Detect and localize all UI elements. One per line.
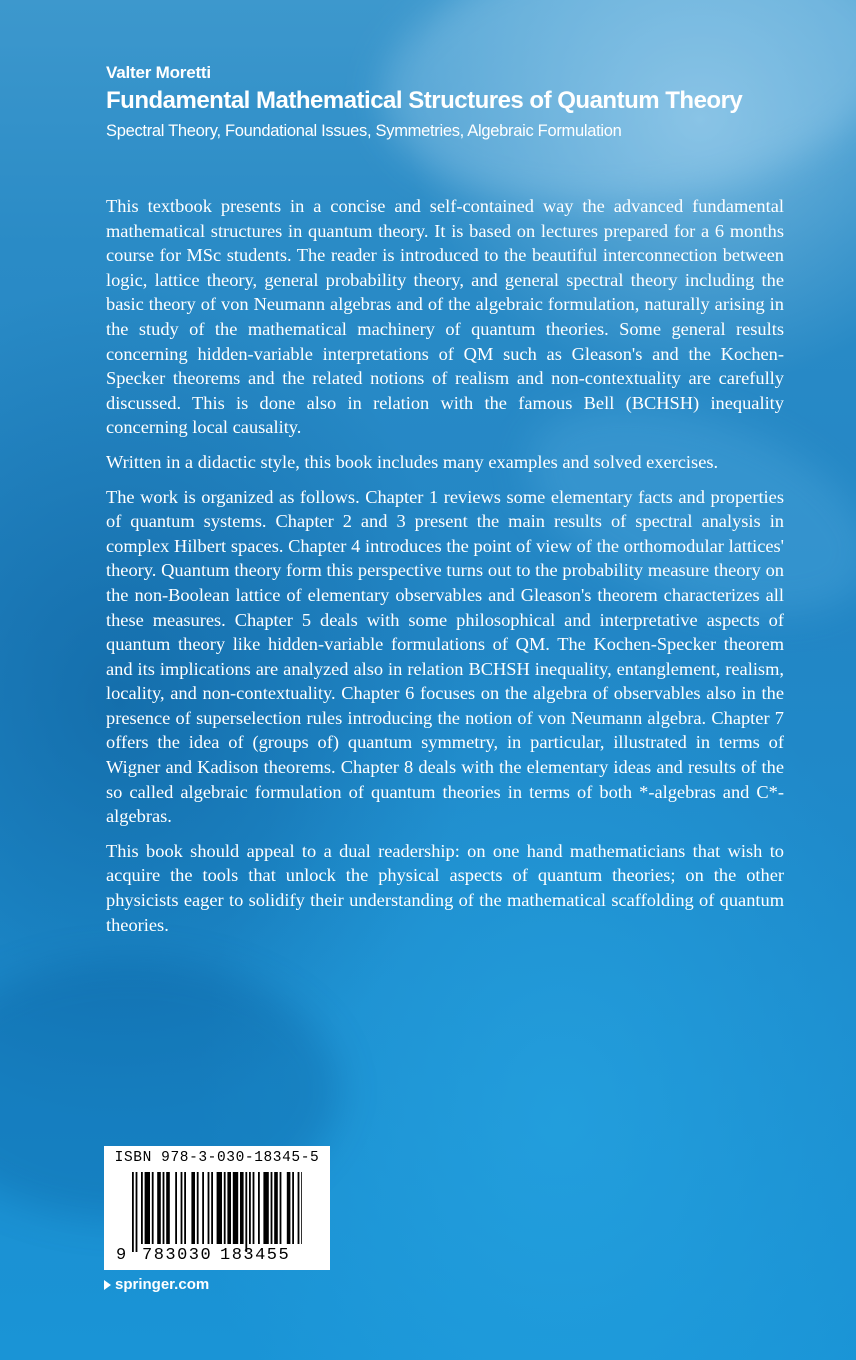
- barcode-bar: [298, 1172, 300, 1244]
- barcode-bar: [141, 1172, 143, 1244]
- barcode-bar: [145, 1172, 150, 1244]
- barcode-bar: [202, 1172, 204, 1244]
- cover-header: [106, 62, 806, 143]
- barcode-bar: [224, 1172, 226, 1244]
- barcode-bar: [166, 1172, 170, 1244]
- barcode-bar: [217, 1172, 222, 1244]
- barcode-bars: [132, 1172, 302, 1252]
- barcode-bar: [136, 1172, 138, 1252]
- barcode-bar: [233, 1172, 238, 1244]
- book-subtitle: Spectral Theory, Foundational Issues, Symmetries, Algebraic Formulation: [106, 122, 622, 140]
- barcode-bar: [258, 1172, 260, 1244]
- barcode-bar: [280, 1172, 282, 1244]
- barcode-bar: [271, 1172, 273, 1244]
- barcode-bar: [157, 1172, 161, 1244]
- author-name: Valter Moretti: [106, 63, 211, 82]
- isbn-label: ISBN 978-3-030-18345-5: [114, 1150, 320, 1166]
- barcode-bar: [132, 1172, 134, 1252]
- blurb-paragraph: Written in a didactic style, this book includes many examples and solved exercises.: [106, 451, 719, 472]
- barcode-bar: [240, 1172, 244, 1244]
- barcode-bar: [175, 1172, 177, 1244]
- barcode-digits-right: 183455: [220, 1246, 291, 1265]
- barcode-bar: [208, 1172, 210, 1244]
- barcode-bar: [253, 1172, 255, 1244]
- barcode-digits-left: 783030: [142, 1246, 213, 1265]
- barcode-digit-first: 9: [116, 1246, 127, 1265]
- blurb: [106, 194, 784, 947]
- barcode-bar: [274, 1172, 278, 1244]
- barcode-bar: [245, 1172, 247, 1252]
- barcode-bar: [227, 1172, 231, 1244]
- barcode-bar: [292, 1172, 294, 1244]
- barcode-bar: [191, 1172, 195, 1244]
- isbn-barcode: [104, 1146, 330, 1270]
- barcode-bar: [287, 1172, 291, 1244]
- barcode-bar: [184, 1172, 186, 1244]
- barcode-bar: [181, 1172, 183, 1244]
- blurb-paragraph: This book should appeal to a dual readership: on one hand mathematicians that wish to acquire the tools that unlock the physical aspects of quantum theories; on the other physicists eager to solidify their understanding of the mathematical scaffolding of quantum theories.: [106, 840, 784, 935]
- publisher-link[interactable]: [104, 1276, 209, 1293]
- blurb-paragraph: The work is organized as follows. Chapter 1 reviews some elementary facts and properties of quantum systems. Chapter 2 and 3 present the main results of spectral analysis in complex Hilbert spaces. Chapter 4 introduces the point of view of the orthomodular lattices' theory. Quantum theory form this perspective turns out to the probability measure theory on the non-Boolean lattice of elementary observables and Gleason's theorem characterizes all these measures. Chapter 5 deals with some philosophical and interpretative aspects of quantum theory like hidden-variable formulations of QM. The Kochen-Specker theorem and its implications are analyzed also in relation BCHSH inequality, entanglement, realism, locality, and non-contextuality. Chapter 6 focuses on the algebra of observables also in the presence of superselection rules introducing the notion of von Neumann algebra. Chapter 7 offers the idea of (groups of) quantum symmetry, in particular, illustrated in terms of Wigner and Kadison theorems. Chapter 8 deals with the elementary ideas and results of the so called algebraic formulation of quantum theories in terms of both *-algebras and C*-algebras.: [106, 486, 784, 827]
- barcode-bar: [263, 1172, 268, 1244]
- website-label[interactable]: springer.com: [115, 1276, 210, 1293]
- barcode-bar: [249, 1172, 251, 1244]
- book-title: Fundamental Mathematical Structures of Quantum Theory: [106, 87, 743, 114]
- blurb-paragraph: This textbook presents in a concise and self-contained way the advanced fundamental mathematical structures in quantum theory. It is based on lectures prepared for a 6 months course for MSc students. The reader is introduced to the beautiful interconnection between logic, lattice theory, general probability theory, and general spectral theory including the basic theory of von Neumann algebras and of the algebraic formulation, naturally arising in the study of the mathematical machinery of quantum theories. Some general results concerning hidden-variable interpretations of QM such as Gleason's and the Kochen-Specker theorems and the related notions of realism and non-contextuality are carefully discussed. This is done also in relation with the famous Bell (BCHSH) inequality concerning local causality.: [106, 196, 784, 438]
- arrow-right-icon: [104, 1280, 111, 1290]
- barcode-bar: [211, 1172, 213, 1244]
- barcode-bar: [197, 1172, 199, 1244]
- barcode-bar: [301, 1172, 302, 1244]
- barcode-bar: [163, 1172, 165, 1244]
- barcode-bar: [152, 1172, 154, 1244]
